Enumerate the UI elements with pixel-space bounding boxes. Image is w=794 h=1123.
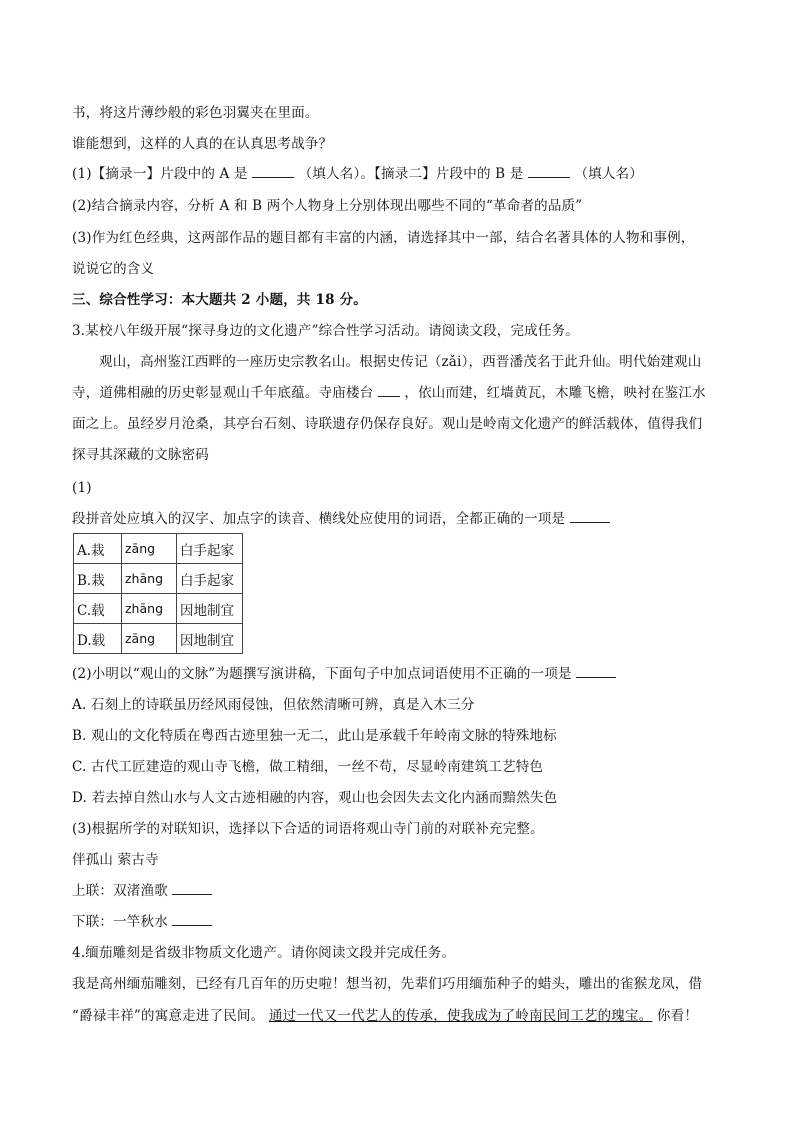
- subquestion-1: [72, 510, 610, 528]
- passage-line-2-b: ，依山而建，红墙黄瓦，木雕飞檐，映衬在鉴江水: [404, 385, 706, 401]
- option-d: D. 若去掉自然山水与人文古迹相融的内容，观山也会因失去文化内涵而黯然失色: [72, 790, 558, 806]
- passage-line-3: 面之上。虽经岁月沧桑，其亭台石刻、诗联遗存仍保存良好。观山是岭南文化遗产的鲜活载体，值得我们: [72, 416, 703, 432]
- passage-line-2-a: 寺，道佛相融的历史彰显观山千年底蕴。寺庙楼台: [72, 385, 374, 401]
- text-line-1: 书，将这片薄纱般的彩色羽翼夹在里面。: [72, 105, 319, 121]
- passage-4-line-1: 我是高州缅茄雕刻，已经有几百年的历史啦！想当初，先辈们巧用缅茄种子的蜡头，雕出的雀猴龙凤，借: [72, 976, 703, 992]
- word-choices: 伴孤山 萦古寺: [72, 852, 159, 868]
- table-cell: 因地制宜: [177, 594, 243, 624]
- table-cell: D.载: [74, 624, 122, 654]
- table-cell: 因地制宜: [177, 624, 243, 654]
- passage-4-line-2: [72, 1007, 698, 1025]
- table-cell: A.栽: [74, 534, 122, 564]
- option-a: A. 石刻上的诗联虽历经风雨侵蚀，但依然清晰可辨，真是入木三分: [72, 697, 475, 713]
- answer-blank-b[interactable]: [528, 165, 570, 178]
- question-1-part-a: (1)【摘录一】片段中的 A 是: [72, 166, 248, 182]
- table-row: [74, 534, 243, 564]
- subquestion-2: [72, 665, 616, 683]
- table-cell: zhāng: [122, 594, 177, 624]
- passage-4-line-2-c: 你看！: [656, 1008, 699, 1024]
- passage-blank[interactable]: [378, 384, 400, 397]
- passage-line-2: [72, 384, 706, 402]
- underlined-sentence: 通过一代又一代艺人的传承，使我成为了岭南民间工艺的瑰宝。: [268, 1008, 653, 1024]
- table-row: [74, 564, 243, 594]
- subquestion-2-text: (2)小明以“观山的文脉”为题撰写演讲稿，下面句子中加点词语使用不正确的一项是: [72, 666, 572, 682]
- passage-line-1: 观山，高州鉴江西畔的一座历史宗教名山。根据史传记（zǎi），西晋潘茂名于此升仙。明代始建观山: [99, 354, 702, 370]
- couplet-upper: [72, 882, 212, 900]
- answer-blank-a[interactable]: [252, 165, 294, 178]
- table-cell: C.载: [74, 594, 122, 624]
- subquestion-1-text: 段拼音处应填入的汉字、加点字的读音、横线处应使用的词语，全都正确的一项是: [72, 511, 566, 527]
- option-b: B. 观山的文化特质在粤西古迹里独一无二，此山是承载千年岭南文脉的特殊地标: [72, 728, 557, 744]
- answer-blank-upper[interactable]: [172, 882, 212, 895]
- section-heading: 三、综合性学习：本大题共 2 小题，共 18 分。: [72, 292, 367, 308]
- couplet-lower: [72, 913, 212, 931]
- subquestion-3: (3)根据所学的对联知识，选择以下合适的词语将观山寺门前的对联补充完整。: [72, 821, 544, 837]
- question-3-line-2: 说说它的含义: [72, 261, 155, 277]
- table-row: [74, 624, 243, 654]
- question-1-part-c: （填人名）: [574, 166, 643, 182]
- problem-4-title: 4.缅茄雕刻是省级非物质文化遗产。请你阅读文段并完成任务。: [72, 945, 456, 961]
- question-3-line-1: (3)作为红色经典，这两部作品的题目都有丰富的内涵，请选择其中一部，结合名著具体的人物和事例，: [72, 230, 695, 246]
- passage-4-line-2-a: “爵禄丰祥”的寓意走进了民间。: [72, 1008, 265, 1024]
- question-2: (2)结合摘录内容，分析 A 和 B 两个人物身上分别体现出哪些不同的“革命者的品质”: [72, 198, 583, 214]
- question-1: [72, 165, 643, 183]
- subquestion-1-number: (1): [72, 480, 92, 496]
- table-row: [74, 594, 243, 624]
- table-cell: zāng: [122, 624, 177, 654]
- passage-line-4: 探寻其深藏的文脉密码: [72, 447, 209, 463]
- text-line-2: 谁能想到，这样的人真的在认真思考战争？: [72, 136, 333, 152]
- problem-3-title: 3.某校八年级开展“探寻身边的文化遗产”综合性学习活动。请阅读文段，完成任务。: [72, 323, 579, 339]
- question-1-part-b: （填人名）。【摘录二】片段中的 B 是: [298, 166, 524, 182]
- couplet-upper-text: 上联：双渚渔歌: [72, 883, 168, 899]
- answer-blank-sub2[interactable]: [576, 665, 616, 678]
- table-cell: zhāng: [122, 564, 177, 594]
- options-table: [73, 533, 243, 654]
- table-cell: B.栽: [74, 564, 122, 594]
- table-cell: zāng: [122, 534, 177, 564]
- answer-blank-sub1[interactable]: [570, 510, 610, 523]
- table-cell: 白手起家: [177, 534, 243, 564]
- couplet-lower-text: 下联：一竿秋水: [72, 914, 168, 930]
- answer-blank-lower[interactable]: [172, 913, 212, 926]
- option-c: C. 古代工匠建造的观山寺飞檐，做工精细，一丝不苟，尽显岭南建筑工艺特色: [72, 759, 544, 775]
- table-cell: 白手起家: [177, 564, 243, 594]
